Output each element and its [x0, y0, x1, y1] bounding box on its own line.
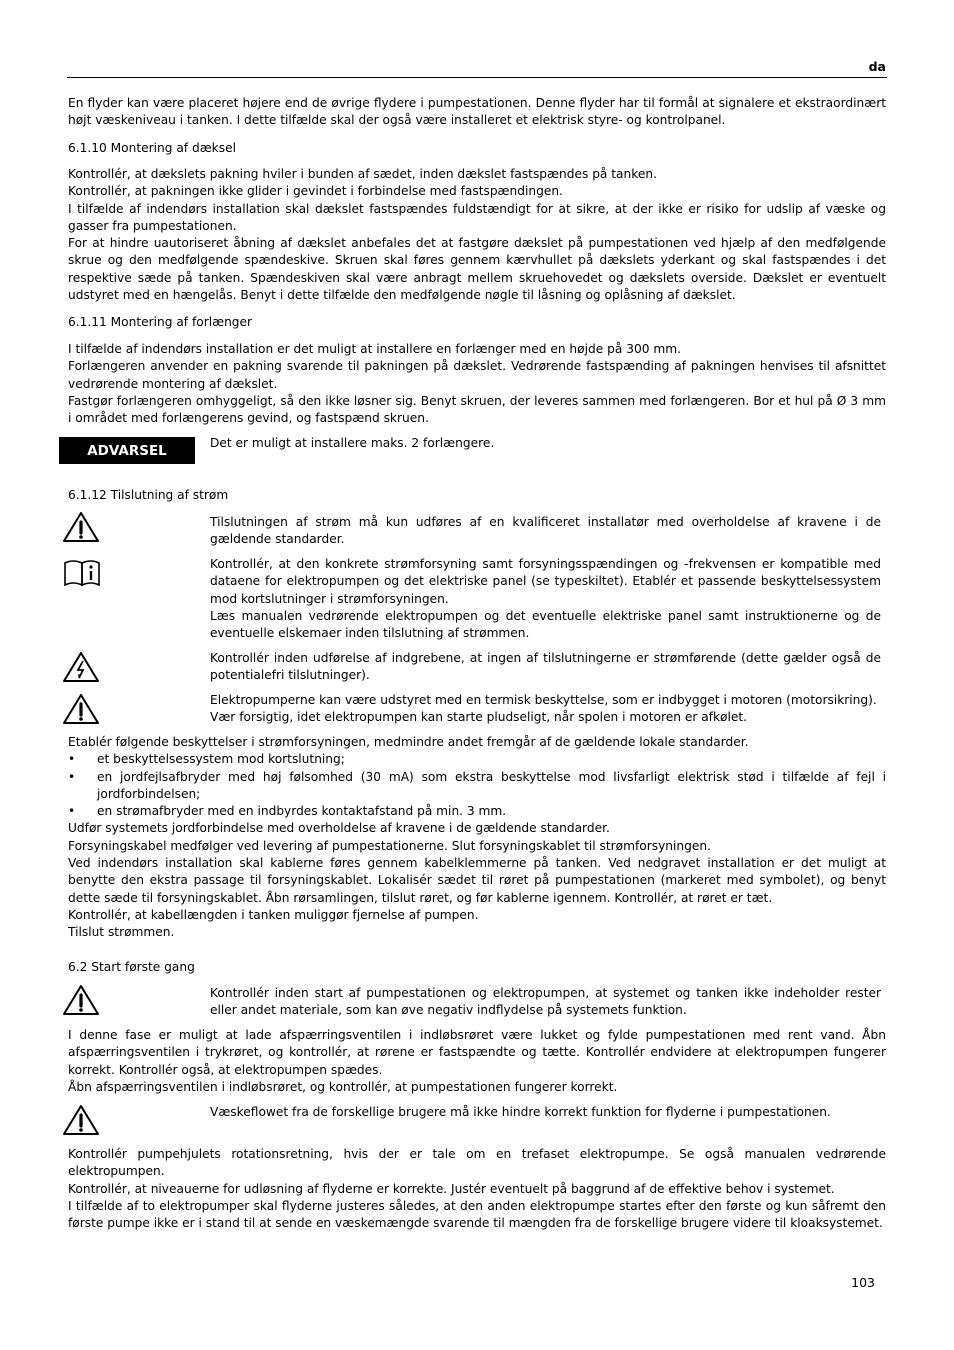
list-item: • en strømafbryder med en indbyrdes kontaktafstand på min. 3 mm.	[68, 803, 886, 820]
paragraph: Kontrollér pumpehjulets rotationsretning, hvis der er tale om en trefaset elektropumpe. Se også manualen vedrørende elektropumpen.	[68, 1147, 886, 1179]
list-item: • et beskyttelsessystem mod kortslutning;	[68, 751, 886, 768]
paragraph: Forsyningskabel medfølger ved levering af pumpestationerne. Slut forsyningskablet til strømforsyningen.	[68, 838, 711, 853]
note-liquid-flow: Væskeflowet fra de forskellige brugere må ikke hindre korrekt funktion for flyderne i pumpestationen.	[210, 1105, 831, 1119]
paragraph: I denne fase er muligt at lade afspærringsventilen i indløbsrøret være lukket og fylde pumpestationen med rent vand. Åbn afspærringsventilen i trykrøret, og kontrollér, at rørene er fastspændte og tætte. Kontrollér endvidere at elektropumpen fungerer korrekt. Kontrollér også, at elektropumpen spædes.	[68, 1028, 886, 1077]
note-qualified-installer: Tilslutningen af strøm må kun udføres af en kvalificeret installatør med overholdelse af kravene i de gældende standarder.	[210, 515, 881, 547]
paragraph: Tilslut strømmen.	[68, 925, 175, 940]
paragraph: Åbn afspærringsventilen i indløbsrøret, og kontrollér, at pumpestationen fungerer korrekt.	[68, 1079, 618, 1094]
paragraph: I tilfælde af indendørs installation er det muligt at installere en forlænger med en højde på 300 mm.	[68, 342, 681, 356]
electric-hazard-icon	[62, 651, 100, 683]
paragraph: For at hindre uautoriseret åbning af dækslet anbefales det at fastgøre dækslet på pumpestationen ved hjælp af den medfølgende skrue og den medfølgende spændeskive. Skruen skal føres gennem kærvhullet på dækslets yderkant og skal fastspændes i det respektive sæde på tanken. Spændeskiven skal være anbragt mellem skruehovedet og dækslets overside. Dækslet er eventuelt udstyret med en hængelås. Benyt i dette tilfælde den medfølgende nøgle til låsning og oplåsning af dækslet.	[68, 236, 886, 303]
section-heading-6-1-12: 6.1.12 Tilslutning af strøm	[68, 488, 229, 502]
warning-badge: ADVARSEL	[59, 437, 195, 464]
language-code: da	[868, 59, 886, 74]
paragraph: Kontrollér, at kabellængden i tanken muliggør fjernelse af pumpen.	[68, 907, 479, 922]
section-body-6-2-b	[68, 1146, 886, 1232]
paragraph: Kontrollér, at niveauerne for udløsning af flyderne er korrekte. Justér eventuelt på baggrund af de effektive behov i systemet.	[68, 1181, 835, 1196]
protection-list	[68, 751, 886, 820]
section-heading-6-1-10: 6.1.10 Montering af dæksel	[68, 141, 236, 155]
paragraph: Ved indendørs installation skal kablerne føres gennem kabelklemmerne på tanken. Ved nedgravet installation er det muligt at benytte den ekstra passage til forsyningskablet. Lokalisér sædet til røret på pumpestationen (markeret med symbolet), og benyt dette sæde til forsyningskablet. Åbn rørsamlingen, tilslut røret, og før kablerne igennem. Kontrollér, at røret er tæt.	[68, 856, 886, 905]
paragraph: Kontrollér, at pakningen ikke glider i gevindet i forbindelse med fastspændingen.	[68, 184, 563, 199]
header-rule	[67, 77, 887, 78]
paragraph: Etablér følgende beskyttelser i strømforsyningen, medmindre andet fremgår af de gældende lokale standarder.	[68, 735, 749, 749]
note-system-clean: Kontrollér inden start af pumpestationen og elektropumpen, at systemet og tanken ikke indeholder rester eller andet materiale, som kan øve negativ indflydelse på systemets funktion.	[210, 986, 881, 1018]
list-item: • en jordfejlsafbryder med høj følsomhed (30 mA) som ekstra beskyttelse mod livsfarligt elektrisk stød i tilfælde af fejl i jordforbindelsen;	[68, 769, 886, 804]
paragraph: Fastgør forlængeren omhyggeligt, så den ikke løsner sig. Benyt skruen, der leveres sammen med forlængeren. Bor et hul på Ø 3 mm i området med forlængerens gevind, og fastspænd skruen.	[68, 393, 886, 426]
note-no-live-connections: Kontrollér inden udførelse af indgrebene, at ingen af tilslutningerne er strømførende (dette gælder også de potentialefri tilslutninger).	[210, 651, 881, 683]
note-power-supply: Kontrollér, at den konkrete strømforsyning samt forsyningsspændingen og -frekvensen er kompatible med dataene for elektropumpen og det elektriske panel (se typeskiltet). Etablér et passende beskyttelsessystem mod kortslutninger i strømforsyningen. Læs manualen vedrørende elektropumpen og det eventuelle elektriske panel samt instruktionerne og de eventuelle elskemaer inden tilslutning af strømmen.	[210, 557, 881, 641]
paragraph: Udfør systemets jordforbindelse med overholdelse af kravene i de gældende standarder.	[68, 821, 610, 836]
paragraph: I tilfælde af indendørs installation skal dækslet fastspændes fuldstændigt for at sikre, at der ikke er risiko for udslip af væske og gasser fra pumpestationen.	[68, 201, 886, 233]
warning-triangle-icon	[62, 693, 100, 725]
section-body-6-1-10	[68, 166, 886, 304]
paragraph: Kontrollér, at dækslets pakning hviler i bunden af sædet, inden dækslet fastspændes på tanken.	[68, 167, 657, 181]
section-body-6-1-12	[68, 734, 886, 942]
paragraph: Forlængeren anvender en pakning svarende til pakningen på dækslet. Vedrørende fastspænding af pakningen henvises til afsnittet vedrørende montering af dækslet.	[68, 359, 886, 391]
section-body-6-1-11	[68, 341, 886, 427]
section-body-6-2-a	[68, 1027, 886, 1096]
section-heading-6-2: 6.2 Start første gang	[68, 960, 195, 974]
note-thermal-protection: Elektropumperne kan være udstyret med en termisk beskyttelse, som er indbygget i motoren (motorsikring). Vær forsigtig, idet elektropumpen kan starte pludseligt, når spolen i motoren er afkølet.	[210, 693, 877, 725]
warning-text: Det er muligt at installere maks. 2 forlængere.	[210, 436, 495, 450]
read-manual-icon	[63, 557, 101, 587]
warning-triangle-icon	[62, 511, 100, 543]
warning-triangle-icon	[62, 1104, 100, 1136]
warning-triangle-icon	[62, 984, 100, 1016]
page-number: 103	[851, 1275, 875, 1290]
paragraph: I tilfælde af to elektropumper skal flyderne justeres således, at den anden elektropumpe startes efter den første og kun såfremt den første pumpe ikke er i stand til at sende en væskemængde svarende til mængden fra de forskellige brugere videre til kloaksystemet.	[68, 1198, 886, 1231]
section-heading-6-1-11: 6.1.11 Montering af forlænger	[68, 315, 253, 329]
intro-paragraph: En flyder kan være placeret højere end de øvrige flydere i pumpestationen. Denne flyder har til formål at signalere et ekstraordinært højt væskeniveau i tanken. I dette tilfælde skal der også være installeret et elektrisk styre- og kontrolpanel.	[68, 96, 886, 128]
